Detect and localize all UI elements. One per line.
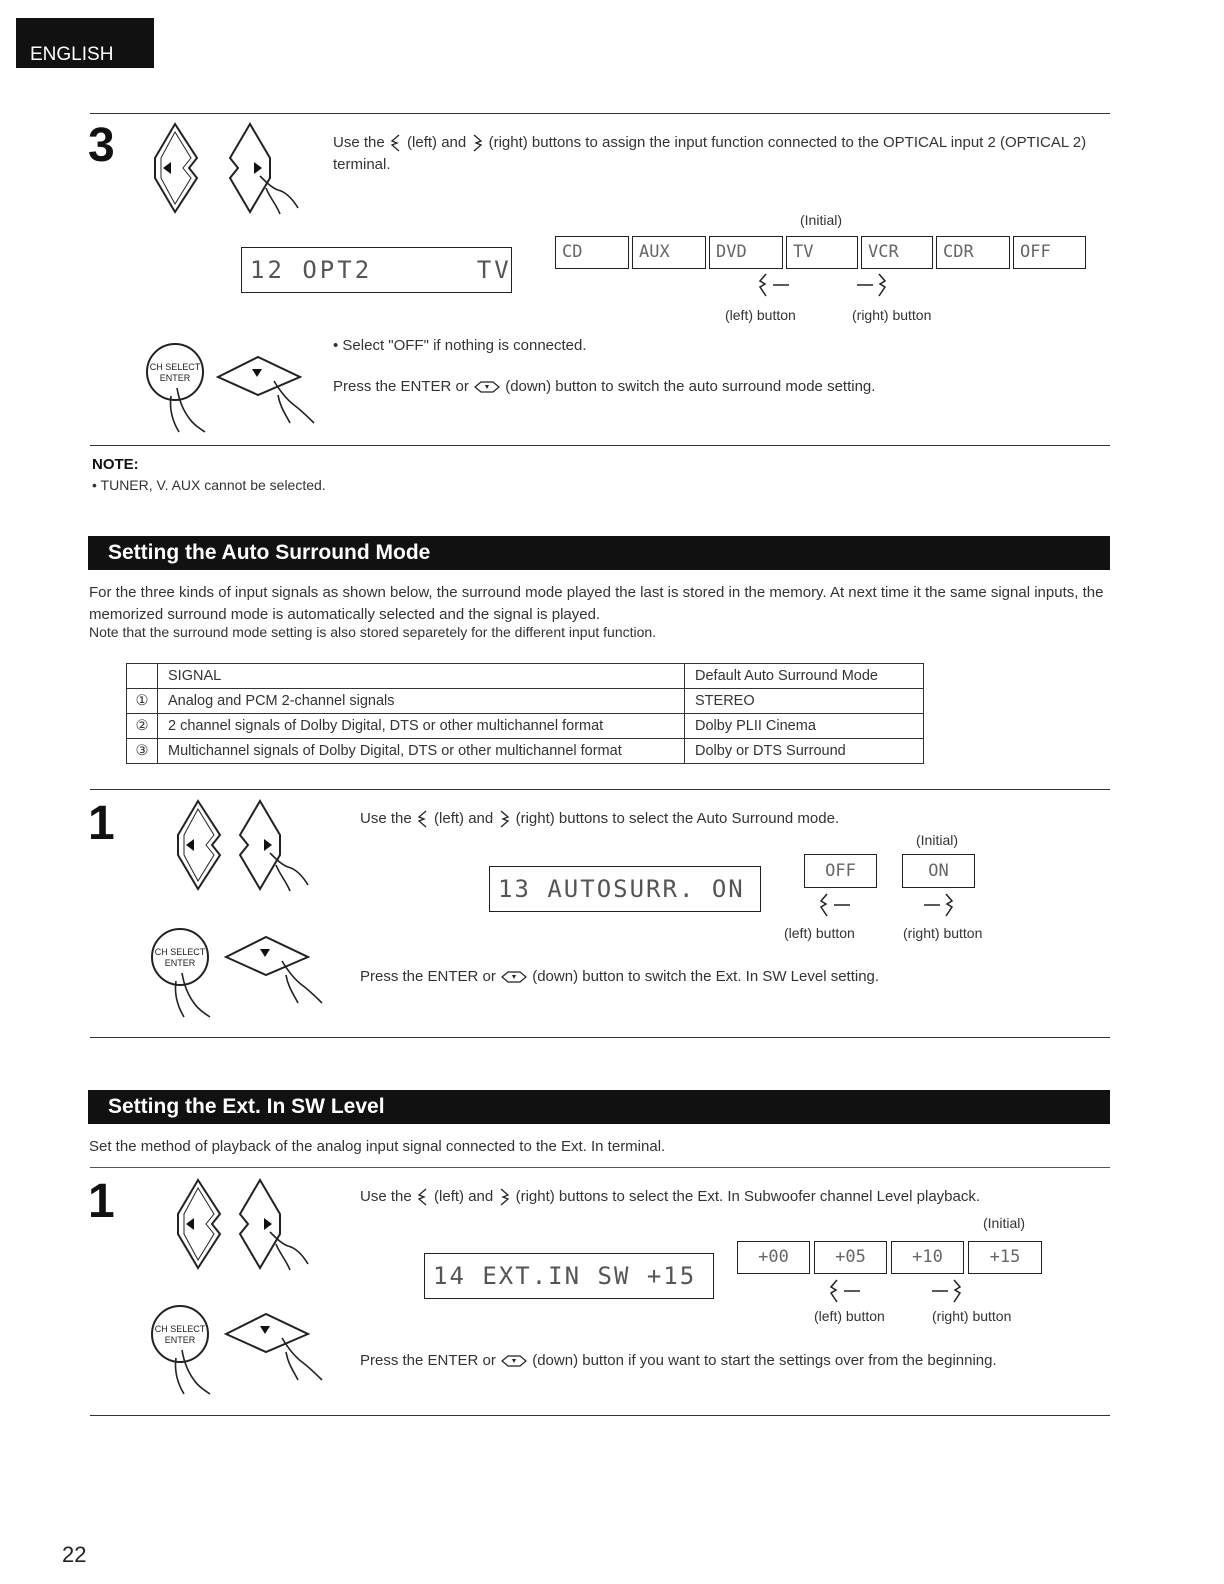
lcd-display: 14 EXT.IN SW +15	[424, 1253, 714, 1299]
table-cell: ②	[127, 714, 158, 739]
option-aux: AUX	[632, 236, 706, 269]
note-title: NOTE:	[92, 456, 139, 473]
language-tab: ENGLISH	[16, 18, 154, 68]
table-header-cell	[127, 664, 158, 689]
left-button-label: (left) button	[725, 307, 796, 323]
down-button-glyph-icon	[500, 970, 528, 984]
right-arrow-button-icon[interactable]	[230, 795, 330, 895]
divider	[90, 113, 1110, 114]
optical-instruction: Use the (left) and (right) buttons to assign the input function connected to the OPTICAL input 2 (OPTICAL 2) terminal.	[333, 134, 1087, 173]
table-cell: Dolby PLII Cinema	[685, 714, 924, 739]
option-plus-15: +15	[968, 1241, 1042, 1274]
divider	[90, 1167, 1110, 1168]
ch-select-label: CH SELECT	[149, 362, 201, 372]
right-arrow-button-icon[interactable]	[220, 118, 320, 218]
table-row	[127, 714, 924, 739]
divider	[90, 445, 1110, 446]
initial-label: (Initial)	[983, 1215, 1026, 1231]
divider	[90, 1415, 1110, 1416]
left-button-label: (left) button	[784, 925, 855, 941]
left-arrow-button-icon[interactable]	[145, 118, 205, 218]
enter-label: ENTER	[159, 373, 191, 383]
option-dvd: DVD	[709, 236, 783, 269]
right-button-glyph-icon	[497, 809, 511, 829]
down-button-icon[interactable]	[214, 355, 324, 425]
left-button-glyph-icon	[416, 809, 430, 829]
right-button-label: (right) button	[903, 925, 983, 941]
table-cell: 2 channel signals of Dolby Digital, DTS or other multichannel format	[158, 714, 685, 739]
option-cdr: CDR	[936, 236, 1010, 269]
table-row	[127, 739, 924, 764]
table-header-cell: SIGNAL	[158, 664, 685, 689]
option-off: OFF	[804, 854, 877, 888]
down-button-glyph-icon	[500, 1354, 528, 1368]
ch-select-label: CH SELECT	[154, 947, 206, 957]
auto-surround-intro: For the three kinds of input signals as shown below, the surround mode played the last is stored in the memory. At next time it the same signal inputs, the memorized surround mode is automatically selected and the signal is played.	[89, 584, 1104, 623]
table-cell: Analog and PCM 2-channel signals	[158, 689, 685, 714]
option-plus-00: +00	[737, 1241, 810, 1274]
enter-instruction: Press the ENTER or (down) button to switch the Ext. In SW Level setting.	[360, 968, 880, 985]
step-number: 1	[88, 1175, 115, 1228]
left-arrow-button-icon[interactable]	[168, 1174, 228, 1274]
right-button-label: (right) button	[932, 1308, 1012, 1324]
section-heading-auto-surround: Setting the Auto Surround Mode	[88, 536, 1110, 570]
down-button-icon[interactable]	[222, 1312, 332, 1382]
option-plus-05: +05	[814, 1241, 887, 1274]
signal-table	[126, 663, 924, 764]
table-cell: STEREO	[685, 689, 924, 714]
table-header-row	[127, 664, 924, 689]
option-plus-10: +10	[891, 1241, 964, 1274]
option-off: OFF	[1013, 236, 1086, 269]
enter-label: ENTER	[164, 1335, 196, 1345]
enter-button-icon[interactable]	[143, 340, 213, 435]
left-arrow-indicator-icon	[828, 1278, 864, 1304]
table-cell: Multichannel signals of Dolby Digital, DTS or other multichannel format	[158, 739, 685, 764]
note-text: • TUNER, V. AUX cannot be selected.	[92, 477, 326, 493]
ext-in-instruction: Use the (left) and (right) buttons to select the Ext. In Subwoofer channel Level playback.	[360, 1186, 1100, 1208]
enter-instruction: Press the ENTER or (down) button to switch the auto surround mode setting.	[333, 378, 876, 395]
enter-instruction: Press the ENTER or (down) button if you want to start the settings over from the beginning.	[360, 1352, 997, 1369]
left-arrow-indicator-icon	[757, 272, 793, 298]
page-number: 22	[62, 1542, 87, 1567]
enter-button-icon[interactable]	[148, 1302, 218, 1397]
down-button-icon[interactable]	[222, 935, 332, 1005]
divider	[90, 1037, 1110, 1038]
ext-in-intro: Set the method of playback of the analog input signal connected to the Ext. In terminal.	[89, 1138, 666, 1155]
option-tv: TV	[786, 236, 858, 269]
enter-button-icon[interactable]	[148, 925, 218, 1020]
section-heading-ext-in: Setting the Ext. In SW Level	[88, 1090, 1110, 1124]
enter-label: ENTER	[164, 958, 196, 968]
down-button-glyph-icon	[473, 380, 501, 394]
off-bullet: • Select "OFF" if nothing is connected.	[333, 337, 587, 354]
option-on: ON	[902, 854, 975, 888]
left-button-glyph-icon	[416, 1187, 430, 1207]
lcd-display: 13 AUTOSURR. ON	[489, 866, 761, 912]
initial-label: (Initial)	[800, 212, 843, 228]
ch-select-label: CH SELECT	[154, 1324, 206, 1334]
auto-surround-instruction: Use the (left) and (right) buttons to select the Auto Surround mode.	[360, 808, 1100, 830]
option-vcr: VCR	[861, 236, 933, 269]
initial-label: (Initial)	[916, 832, 959, 848]
right-button-glyph-icon	[470, 133, 484, 153]
right-button-glyph-icon	[497, 1187, 511, 1207]
table-cell: Dolby or DTS Surround	[685, 739, 924, 764]
option-cd: CD	[555, 236, 629, 269]
divider	[90, 789, 1110, 790]
right-arrow-indicator-icon	[930, 1278, 966, 1304]
right-arrow-indicator-icon	[922, 892, 958, 918]
left-arrow-button-icon[interactable]	[168, 795, 228, 895]
step-number: 3	[88, 119, 115, 172]
table-row	[127, 689, 924, 714]
right-button-label: (right) button	[852, 307, 932, 323]
auto-surround-note: Note that the surround mode setting is also stored separetely for the different input function.	[89, 624, 657, 640]
right-arrow-indicator-icon	[855, 272, 891, 298]
table-header-cell: Default Auto Surround Mode	[685, 664, 924, 689]
right-arrow-button-icon[interactable]	[230, 1174, 330, 1274]
left-button-glyph-icon	[389, 133, 403, 153]
left-button-label: (left) button	[814, 1308, 885, 1324]
lcd-display: 12 OPT2 TV	[241, 247, 512, 293]
table-cell: ③	[127, 739, 158, 764]
left-arrow-indicator-icon	[818, 892, 854, 918]
step-number: 1	[88, 797, 115, 850]
table-cell: ①	[127, 689, 158, 714]
